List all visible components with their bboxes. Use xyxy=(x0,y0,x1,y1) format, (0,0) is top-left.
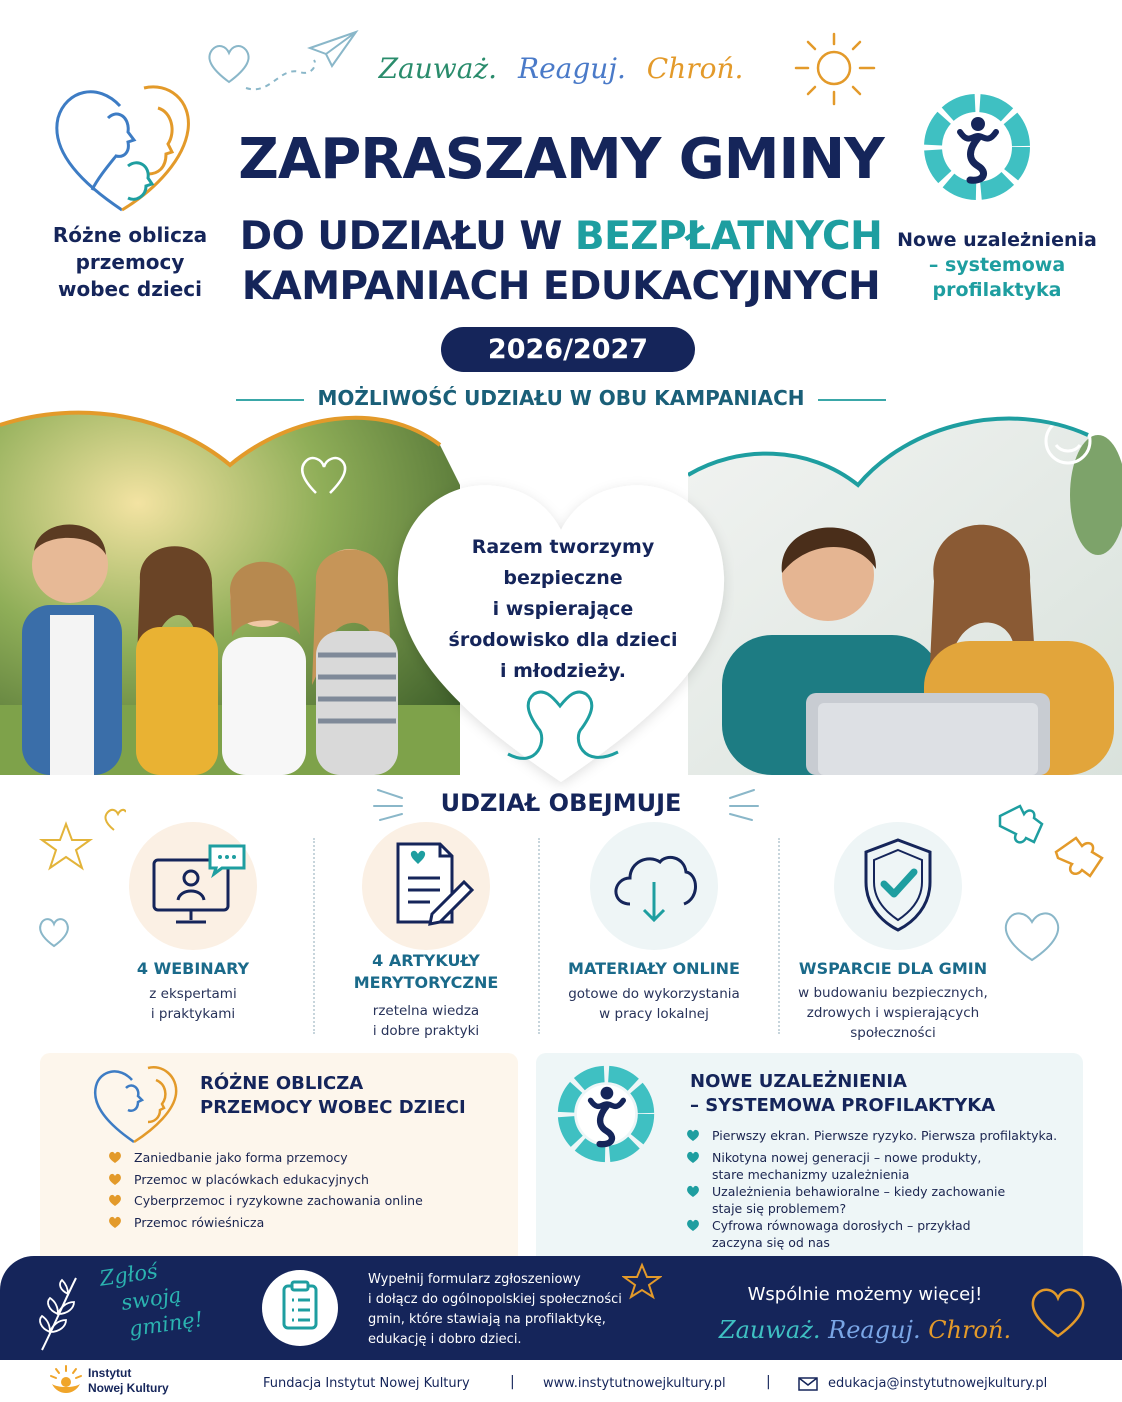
feature-articles-title-line2: MERYTORYCZNE xyxy=(353,973,499,992)
signup-description xyxy=(368,1270,636,1350)
institute-name xyxy=(88,1366,169,1396)
institute-name-line1: Instytut xyxy=(88,1366,132,1380)
feature-separator xyxy=(313,838,315,1034)
heart-bullet-icon xyxy=(686,1150,700,1164)
addiction-topic-4-line2: zaczyna się od nas xyxy=(712,1235,830,1250)
addiction-topics-list xyxy=(712,1127,1076,1251)
hero-message-line2: bezpieczne xyxy=(503,567,623,589)
heart-outline-orange-icon xyxy=(1028,1284,1088,1340)
subtitle-highlight: BEZPŁATNYCH xyxy=(574,214,883,259)
cta-line3: gminę! xyxy=(127,1307,205,1342)
addiction-topic-1: Pierwszy ekran. Pierwsze ryzyko. Pierwsza profilaktyka. xyxy=(712,1128,1058,1143)
feature-materials-title-line: MATERIAŁY ONLINE xyxy=(568,959,740,978)
list-item xyxy=(134,1192,504,1209)
list-item xyxy=(712,1183,1076,1217)
feature-support-desc-line1: w budowaniu bezpiecznych, xyxy=(798,985,988,1001)
feature-webinars-desc-line2: i praktykami xyxy=(150,1006,236,1022)
feature-articles-title xyxy=(330,950,522,994)
cta-line1: Zgłoś xyxy=(98,1258,160,1291)
banner-slogan-notice: Zauważ. xyxy=(718,1316,821,1344)
feature-webinars-title-line: 4 WEBINARY xyxy=(136,959,250,978)
feature-separator xyxy=(538,838,540,1034)
puzzle-icon xyxy=(994,796,1108,892)
addiction-prevention-small-icon xyxy=(556,1064,656,1164)
slogan-word-protect: Chroń. xyxy=(646,52,744,85)
together-message: Wspólnie możemy więcej! xyxy=(747,1284,983,1305)
slogan-word-notice: Zauważ. xyxy=(378,52,498,85)
star-outline-icon xyxy=(622,1262,662,1300)
feature-support-title-line: WSPARCIE DLA GMIN xyxy=(798,959,988,978)
cloud-download-icon xyxy=(608,846,700,926)
signup-desc-line1: Wypełnij formularz zgłoszeniowy xyxy=(368,1272,581,1287)
main-subtitle xyxy=(180,212,942,312)
sparkle-lines-right-icon xyxy=(700,784,760,824)
addiction-topic-2-line2: stare mechanizmy uzależnienia xyxy=(712,1167,910,1182)
campaign-violence-line1: Różne oblicza xyxy=(52,223,208,247)
heart-bullet-icon xyxy=(108,1172,122,1186)
divider-right xyxy=(818,399,886,401)
signup-desc-line4: edukację i dobro dzieci. xyxy=(368,1332,522,1347)
feature-articles-title-line1: 4 ARTYKUŁY xyxy=(372,951,480,970)
main-title: ZAPRASZAMY GMINY xyxy=(238,127,884,192)
heart-bullet-icon xyxy=(108,1193,122,1207)
feature-materials-desc-line1: gotowe do wykorzystania xyxy=(568,986,740,1002)
feature-articles-desc-line1: rzetelna wiedza xyxy=(372,1003,480,1019)
list-item xyxy=(712,1127,1076,1144)
feature-webinars-title xyxy=(100,958,286,980)
possibility-heading: MOŻLIWOŚĆ UDZIAŁU W OBU KAMPANIACH xyxy=(317,386,805,410)
subtitle-part: DO UDZIAŁU W xyxy=(239,214,575,259)
participation-heading: UDZIAŁ OBEJMUJE xyxy=(440,789,682,817)
hero-message-line4: środowisko dla dzieci xyxy=(448,629,678,651)
envelope-icon xyxy=(798,1377,818,1391)
violence-topics-list xyxy=(134,1149,504,1231)
cta-line2: swoją xyxy=(119,1282,183,1315)
heart-bullet-icon xyxy=(108,1150,122,1164)
heart-doodle-small-icon xyxy=(36,914,72,950)
banner-slogan-protect: Chroń. xyxy=(928,1316,1012,1344)
institute-name-line2: Nowej Kultury xyxy=(88,1381,169,1395)
list-item xyxy=(134,1214,504,1231)
shield-check-icon xyxy=(858,836,938,934)
feature-support-title xyxy=(780,958,1006,980)
list-item xyxy=(134,1171,504,1188)
photo-kids-laptop xyxy=(688,405,1122,775)
star-doodle-icon xyxy=(36,806,126,876)
violence-box-title-line1: RÓŻNE OBLICZA xyxy=(200,1073,364,1094)
faces-heart-small-icon xyxy=(88,1062,180,1146)
footer-separator: | xyxy=(510,1374,515,1390)
hero-message xyxy=(440,532,686,687)
footer-separator: | xyxy=(766,1374,771,1390)
violence-box-title-line2: PRZEMOCY WOBEC DZIECI xyxy=(200,1097,466,1118)
campaign-violence-line3: wobec dzieci xyxy=(57,277,202,301)
violence-topic-2: Przemoc w placówkach edukacyjnych xyxy=(134,1171,369,1187)
addiction-box-title-line1: NOWE UZALEŻNIENIA xyxy=(690,1071,907,1092)
campaign-addiction-line2: – systemowa xyxy=(928,254,1066,276)
subtitle-line3: KAMPANIACH EDUKACYJNYCH xyxy=(241,264,881,309)
heart-bullet-icon xyxy=(686,1128,700,1142)
violence-topic-3: Cyberprzemoc i ryzykowne zachowania online xyxy=(134,1193,423,1208)
hero-message-line3: i wspierające xyxy=(492,598,634,620)
violence-topic-1: Zaniedbanie jako forma przemocy xyxy=(134,1150,348,1165)
banner-slogan-react: Reaguj. xyxy=(828,1316,921,1344)
list-item xyxy=(712,1217,1076,1251)
heart-bullet-icon xyxy=(686,1184,700,1198)
signup-desc-line3: gmin, które stawiają na profilaktykę, xyxy=(368,1312,606,1327)
year-badge: 2026/2027 xyxy=(441,327,695,372)
addiction-topic-4-line1: Cyfrowa równowaga dorosłych – przykład xyxy=(712,1218,971,1233)
violence-box-title xyxy=(200,1072,500,1120)
slogan-word-react: Reaguj. xyxy=(517,52,626,85)
campaign-addiction-line3: profilaktyka xyxy=(932,279,1062,301)
hero-message-line5: i młodzieży. xyxy=(499,660,626,682)
hero-message-line1: Razem tworzymy xyxy=(471,536,655,558)
webinar-icon xyxy=(150,840,250,930)
feature-articles-desc-line2: i dobre praktyki xyxy=(372,1023,480,1039)
addiction-box-title xyxy=(690,1070,1070,1118)
addiction-topic-3-line2: staje się problemem? xyxy=(712,1201,847,1216)
feature-webinars-desc xyxy=(100,984,286,1024)
addiction-topic-3-line1: Uzależnienia behawioralne – kiedy zachowanie xyxy=(712,1184,1006,1199)
feature-webinars-desc-line1: z ekspertami xyxy=(149,986,237,1002)
signup-desc-line2: i dołącz do ogólnopolskiej społeczności xyxy=(368,1292,622,1307)
violence-topic-4: Przemoc rówieśnicza xyxy=(134,1214,265,1230)
clipboard-form-icon[interactable] xyxy=(256,1268,346,1348)
footer-email-link[interactable]: edukacja@instytutnowejkultury.pl xyxy=(828,1376,1048,1391)
feature-articles-desc xyxy=(330,1001,522,1041)
feature-support-desc xyxy=(780,983,1006,1043)
institute-logo-icon xyxy=(48,1364,84,1398)
addiction-topic-2-line1: Nikotyna nowej generacji – nowe produkty, xyxy=(712,1150,982,1165)
heart-doodle-right-icon xyxy=(1000,906,1064,964)
feature-materials-title xyxy=(548,958,760,980)
feature-support-desc-line3: społeczności xyxy=(850,1025,936,1041)
list-item xyxy=(712,1149,1076,1183)
faces-heart-logo-icon xyxy=(48,78,196,218)
list-item xyxy=(134,1149,504,1166)
addiction-box-title-line2: – SYSTEMOWA PROFILAKTYKA xyxy=(690,1095,996,1116)
feature-support-desc-line2: zdrowych i wspierających xyxy=(806,1005,980,1021)
campaign-addiction-line1: Nowe uzależnienia xyxy=(897,229,1097,251)
heart-bullet-icon xyxy=(686,1218,700,1232)
article-icon xyxy=(388,838,478,930)
footer-foundation: Fundacja Instytut Nowej Kultury xyxy=(263,1376,470,1391)
banner-slogan xyxy=(700,1316,1030,1344)
feature-materials-desc xyxy=(548,984,760,1024)
footer-website-link[interactable]: www.instytutnowejkultury.pl xyxy=(543,1376,726,1391)
campaign-violence-line2: przemocy xyxy=(75,250,185,274)
heart-bullet-icon xyxy=(108,1215,122,1229)
feature-materials-desc-line2: w pracy lokalnej xyxy=(599,1006,709,1022)
leaf-branch-icon xyxy=(34,1272,84,1354)
